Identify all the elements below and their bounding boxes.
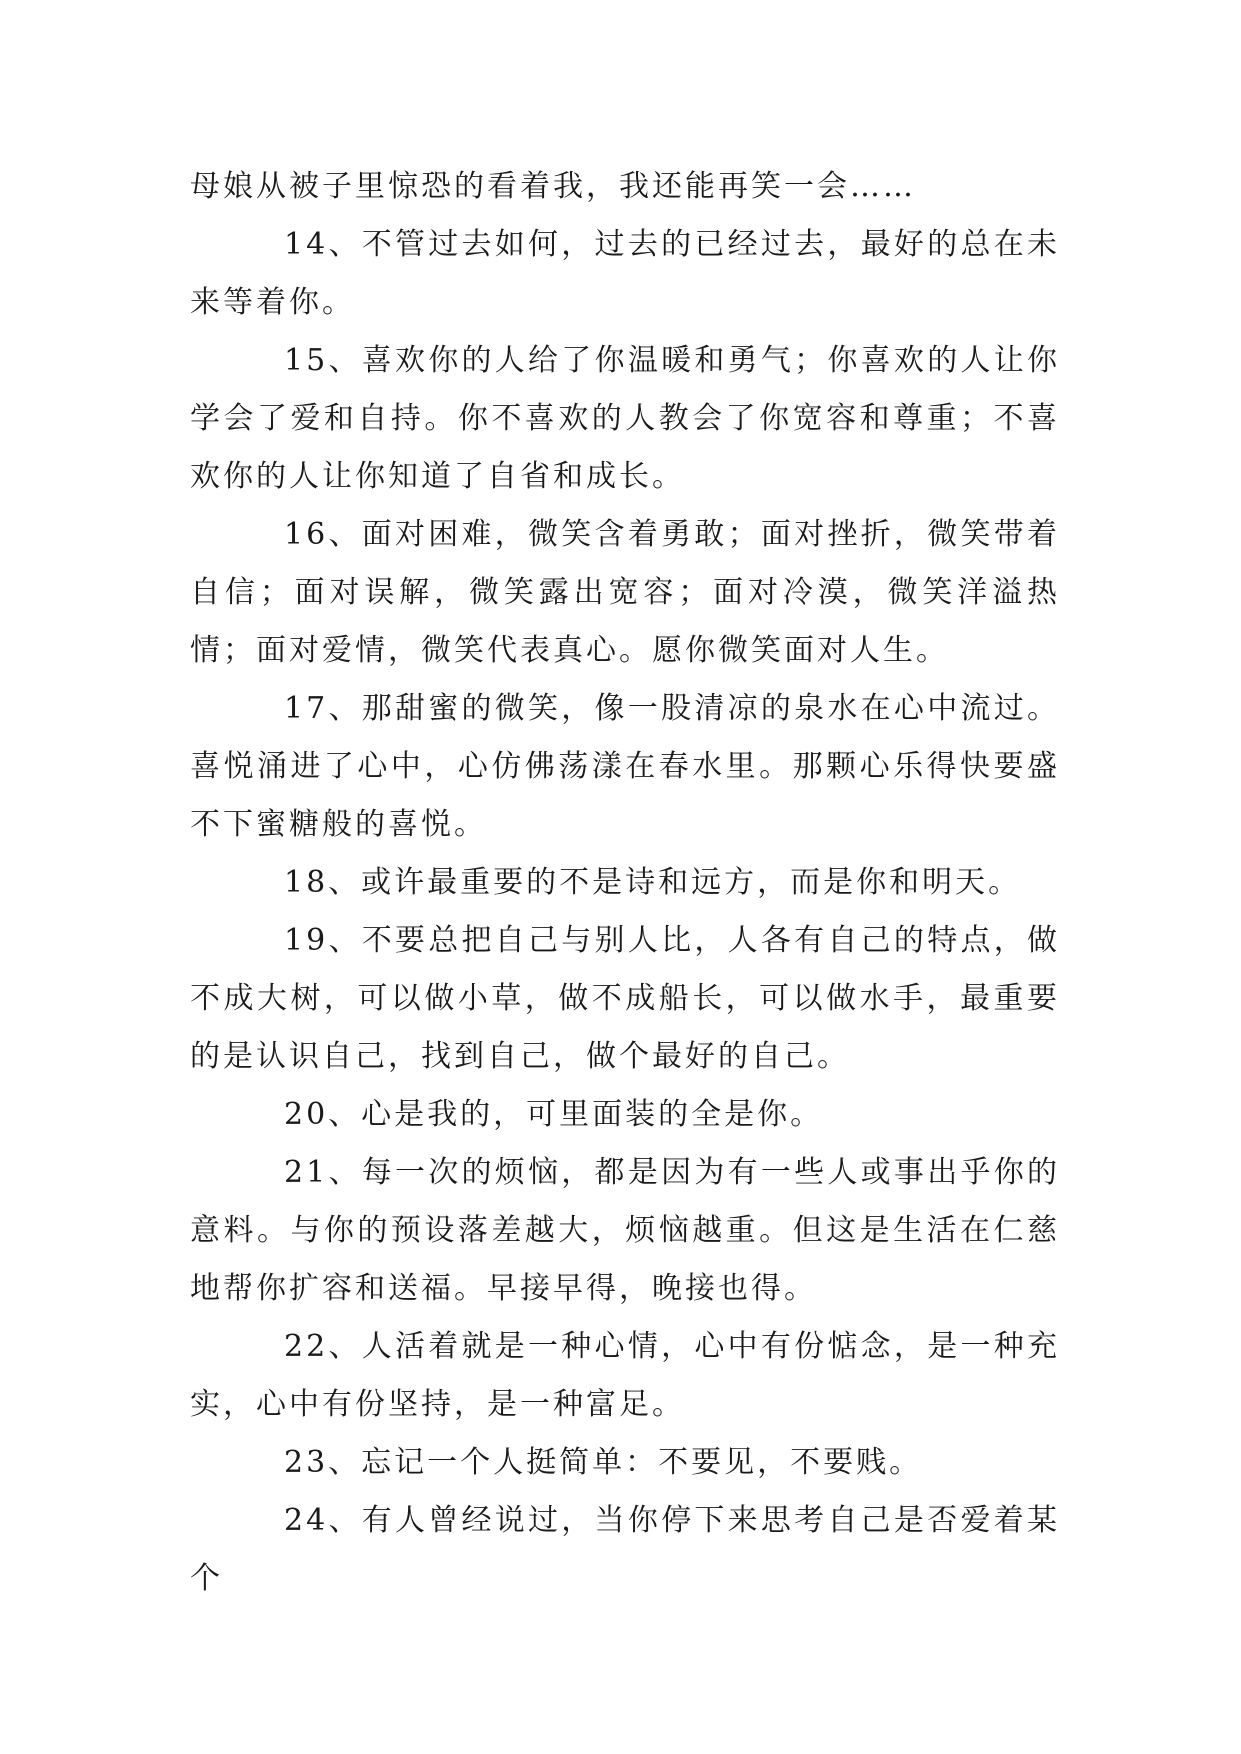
paragraph-16: 16、面对困难，微笑含着勇敢；面对挫折，微笑带着自信；面对误解，微笑露出宽容；面对冷漠，微笑洋溢热情；面对爱情，微笑代表真心。愿你微笑面对人生。: [190, 517, 1060, 668]
paragraph-18: 18、或许最重要的不是诗和远方，而是你和明天。: [284, 865, 1022, 900]
paragraph-17: 17、那甜蜜的微笑，像一股清凉的泉水在心中流过。喜悦涌进了心中，心仿佛荡漾在春水里。那颗心乐得快要盛不下蜜糖般的喜悦。: [190, 691, 1060, 842]
paragraph-21: 21、每一次的烦恼，都是因为有一些人或事出乎你的意料。与你的预设落差越大，烦恼越重。但这是生活在仁慈地帮你扩容和送福。早接早得，晚接也得。: [190, 1155, 1060, 1306]
paragraph-22: 22、人活着就是一种心情，心中有份惦念，是一种充实，心中有份坚持，是一种富足。: [190, 1329, 1060, 1422]
document-body: [190, 158, 1060, 1608]
paragraph-23: 23、忘记一个人挺简单：不要见，不要贱。: [284, 1445, 923, 1480]
paragraph-20: 20、心是我的，可里面装的全是你。: [284, 1097, 824, 1132]
paragraph-continuation: 母娘从被子里惊恐的看着我，我还能再笑一会……: [190, 169, 916, 204]
paragraph-19: 19、不要总把自己与别人比，人各有自己的特点，做不成大树，可以做小草，做不成船长，可以做水手，最重要的是认识自己，找到自己，做个最好的自己。: [190, 923, 1060, 1074]
paragraph-24: 24、有人曾经说过，当你停下来思考自己是否爱着某个: [190, 1503, 1060, 1596]
paragraph-14: 14、不管过去如何，过去的已经过去，最好的总在未来等着你。: [190, 227, 1060, 320]
paragraph-15: 15、喜欢你的人给了你温暖和勇气；你喜欢的人让你学会了爱和自持。你不喜欢的人教会了你宽容和尊重；不喜欢你的人让你知道了自省和成长。: [190, 343, 1060, 494]
